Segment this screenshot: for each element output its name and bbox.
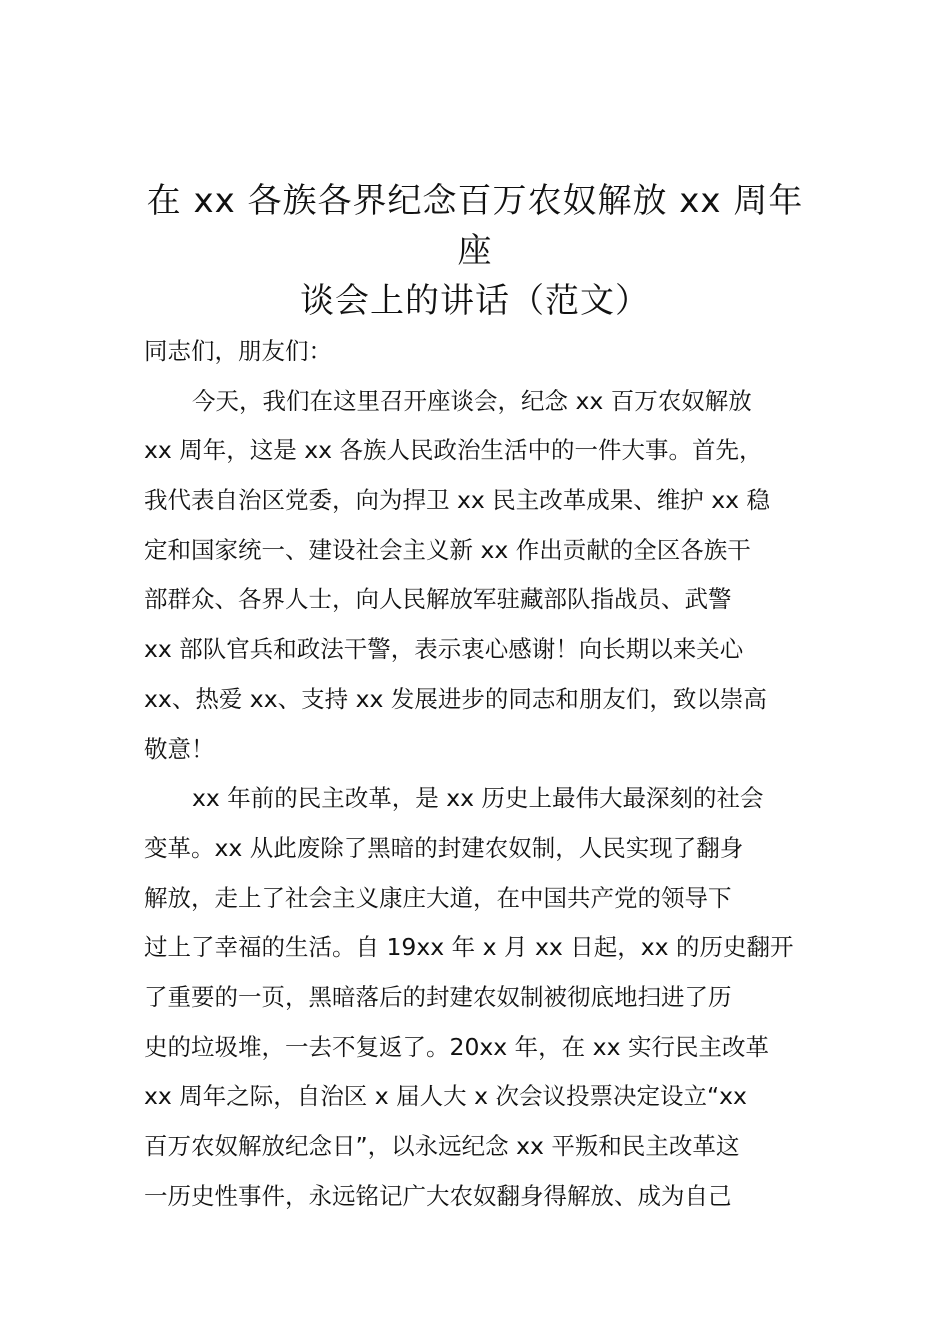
title-line-1: 在 xx 各族各界纪念百万农奴解放 xx 周年座: [146, 181, 804, 271]
paragraph-line: xx 周年，这是 xx 各族人民政治生活中的一件大事。首先，: [144, 436, 763, 465]
paragraph-line: 百万农奴解放纪念日”，以永远纪念 xx 平叛和民主改革这: [144, 1132, 740, 1160]
paragraph-line: 一历史性事件，永远铭记广大农奴翻身得解放、成为自己: [144, 1181, 732, 1210]
paragraph-line: 史的垃圾堆，一去不复返了。20xx 年，在 xx 实行民主改革: [144, 1032, 769, 1061]
paragraph-line: 了重要的一页，黑暗落后的封建农奴制被彻底地扫进了历: [144, 982, 732, 1011]
title-line-2: 谈会上的讲话（范文）: [300, 281, 650, 321]
document-body: [144, 327, 814, 1221]
paragraph-line: 敬意！: [144, 734, 215, 763]
paragraph-line: 定和国家统一、建设社会主义新 xx 作出贡献的全区各族干: [144, 535, 751, 564]
document-title: [130, 176, 820, 326]
paragraph-line: xx 周年之际，自治区 x 届人大 x 次会议投票决定设立“xx: [144, 1082, 747, 1111]
paragraph-2: [144, 774, 814, 1221]
paragraph-line: 今天，我们在这里召开座谈会，纪念 xx 百万农奴解放: [192, 386, 752, 415]
greeting: 同志们，朋友们：: [144, 337, 332, 365]
paragraph-line: 变革。xx 从此废除了黑暗的封建农奴制，人民实现了翻身: [144, 833, 744, 862]
paragraph-line: xx 部队官兵和政法干警，表示衷心感谢！向长期以来关心: [144, 635, 744, 664]
paragraph-line: 解放，走上了社会主义康庄大道，在中国共产党的领导下: [144, 883, 732, 912]
paragraph-line: xx 年前的民主改革，是 xx 历史上最伟大最深刻的社会: [192, 784, 764, 813]
paragraph-line: 我代表自治区党委，向为捍卫 xx 民主改革成果、维护 xx 稳: [144, 486, 771, 515]
paragraph-line: xx、热爱 xx、支持 xx 发展进步的同志和朋友们，致以崇高: [144, 684, 767, 713]
paragraph-line: 部群众、各界人士，向人民解放军驻藏部队指战员、武警: [144, 585, 732, 614]
paragraph-1: [144, 377, 814, 775]
paragraph-line: 过上了幸福的生活。自 19xx 年 x 月 xx 日起，xx 的历史翻开: [144, 933, 794, 962]
